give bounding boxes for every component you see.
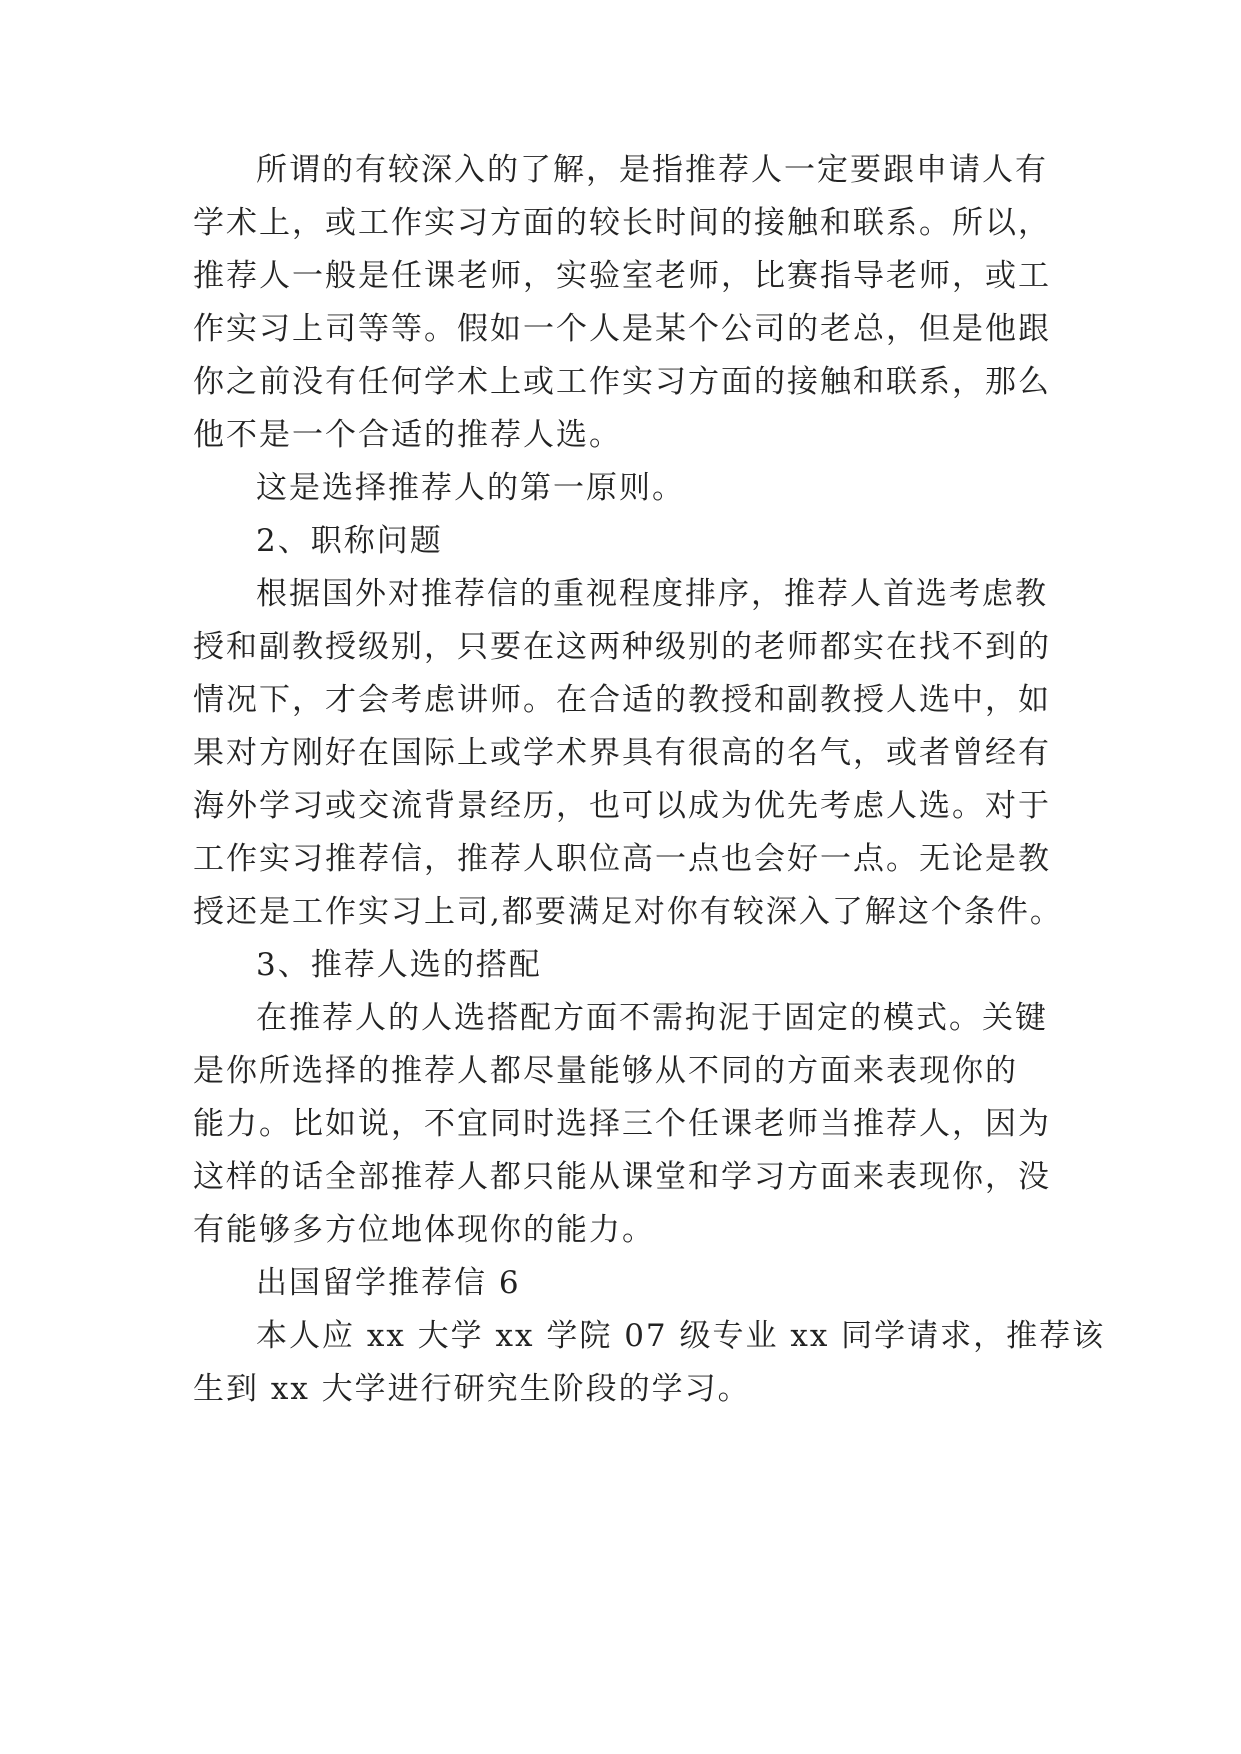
paragraph-3-line-1: 根据国外对推荐信的重视程度排序，推荐人首选考虑教 bbox=[256, 576, 1048, 612]
paragraph-3-line-5: 海外学习或交流背景经历，也可以成为优先考虑人选。对于 bbox=[193, 788, 1051, 824]
paragraph-3-line-4: 果对方刚好在国际上或学术界具有很高的名气，或者曾经有 bbox=[193, 735, 1051, 771]
paragraph-4-line-4: 这样的话全部推荐人都只能从课堂和学习方面来表现你，没 bbox=[193, 1159, 1051, 1195]
section-heading-2: 2、职称问题 bbox=[256, 523, 443, 559]
paragraph-4-line-1: 在推荐人的人选搭配方面不需拘泥于固定的模式。关键 bbox=[256, 1000, 1048, 1036]
paragraph-1-line-4: 作实习上司等等。假如一个人是某个公司的老总，但是他跟 bbox=[193, 311, 1051, 347]
paragraph-1-line-6: 他不是一个合适的推荐人选。 bbox=[193, 417, 622, 453]
paragraph-3-line-7: 授还是工作实习上司,都要满足对你有较深入了解这个条件。 bbox=[193, 894, 1063, 930]
section-heading-3: 3、推荐人选的搭配 bbox=[256, 947, 542, 983]
paragraph-4-line-5: 有能够多方位地体现你的能力。 bbox=[193, 1212, 655, 1248]
paragraph-2-line-1: 这是选择推荐人的第一原则。 bbox=[256, 470, 685, 506]
paragraph-5-line-1: 本人应 xx 大学 xx 学院 07 级专业 xx 同学请求，推荐该 bbox=[256, 1318, 1106, 1354]
paragraph-4-line-2: 是你所选择的推荐人都尽量能够从不同的方面来表现你的 bbox=[193, 1053, 1018, 1089]
paragraph-1-line-3: 推荐人一般是任课老师，实验室老师，比赛指导老师，或工 bbox=[193, 258, 1051, 294]
paragraph-1-line-1: 所谓的有较深入的了解，是指推荐人一定要跟申请人有 bbox=[256, 152, 1048, 188]
letter-title: 出国留学推荐信 6 bbox=[256, 1265, 521, 1301]
paragraph-4-line-3: 能力。比如说，不宜同时选择三个任课老师当推荐人，因为 bbox=[193, 1106, 1051, 1142]
paragraph-3-line-3: 情况下，才会考虑讲师。在合适的教授和副教授人选中，如 bbox=[193, 682, 1051, 718]
paragraph-1-line-2: 学术上，或工作实习方面的较长时间的接触和联系。所以， bbox=[193, 205, 1051, 241]
paragraph-5-line-2: 生到 xx 大学进行研究生阶段的学习。 bbox=[193, 1371, 751, 1407]
paragraph-3-line-6: 工作实习推荐信，推荐人职位高一点也会好一点。无论是教 bbox=[193, 841, 1051, 877]
paragraph-1-line-5: 你之前没有任何学术上或工作实习方面的接触和联系，那么 bbox=[193, 364, 1051, 400]
paragraph-3-line-2: 授和副教授级别，只要在这两种级别的老师都实在找不到的 bbox=[193, 629, 1051, 665]
